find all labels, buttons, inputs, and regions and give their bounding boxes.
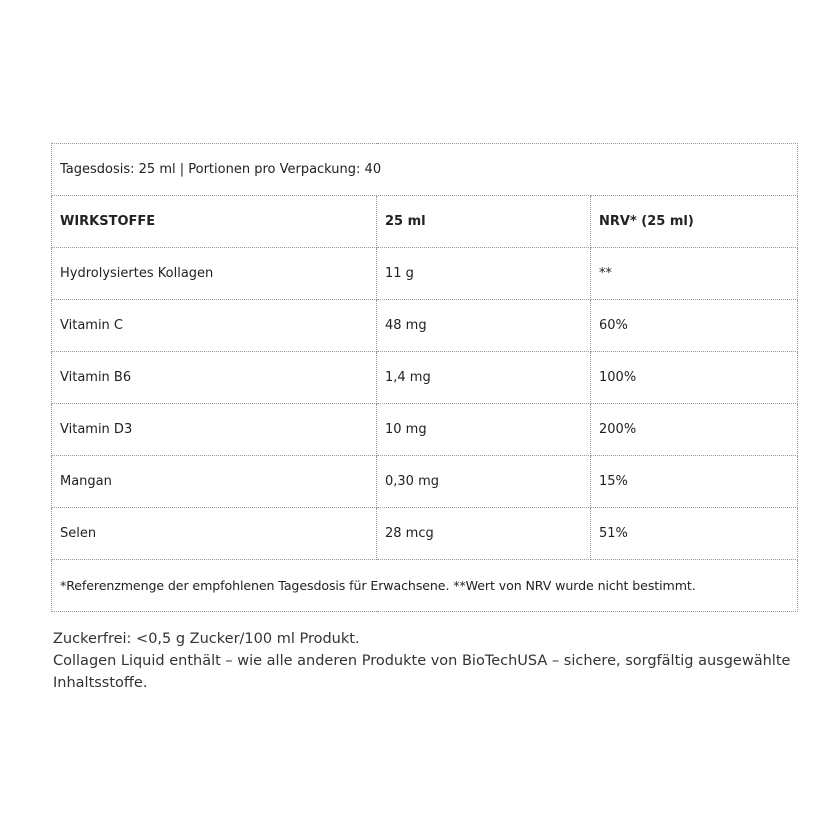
header-amount: 25 ml bbox=[377, 196, 591, 248]
table-row bbox=[52, 352, 798, 404]
dose-line: Tagesdosis: 25 ml | Portionen pro Verpackung: 40 bbox=[52, 144, 798, 196]
footnote-row bbox=[52, 560, 798, 612]
ingredient-nrv: 100% bbox=[591, 352, 798, 404]
ingredient-name: Mangan bbox=[52, 456, 377, 508]
dose-row bbox=[52, 144, 798, 196]
ingredient-nrv: 60% bbox=[591, 300, 798, 352]
table-header-row bbox=[52, 196, 798, 248]
nutrition-table bbox=[51, 143, 798, 612]
ingredient-name: Vitamin B6 bbox=[52, 352, 377, 404]
ingredient-name: Vitamin D3 bbox=[52, 404, 377, 456]
ingredient-amount: 11 g bbox=[377, 248, 591, 300]
ingredient-amount: 0,30 mg bbox=[377, 456, 591, 508]
footnote: *Referenzmenge der empfohlenen Tagesdosis für Erwachsene. **Wert von NRV wurde nicht bestimmt. bbox=[52, 560, 798, 612]
header-ingredients: WIRKSTOFFE bbox=[52, 196, 377, 248]
ingredient-amount: 28 mcg bbox=[377, 508, 591, 560]
ingredient-amount: 10 mg bbox=[377, 404, 591, 456]
ingredient-name: Hydrolysiertes Kollagen bbox=[52, 248, 377, 300]
table-row bbox=[52, 248, 798, 300]
table-row bbox=[52, 456, 798, 508]
table-row bbox=[52, 404, 798, 456]
ingredient-nrv: 51% bbox=[591, 508, 798, 560]
ingredient-nrv: 15% bbox=[591, 456, 798, 508]
ingredient-amount: 48 mg bbox=[377, 300, 591, 352]
ingredient-name: Selen bbox=[52, 508, 377, 560]
header-nrv: NRV* (25 ml) bbox=[591, 196, 798, 248]
ingredient-nrv: 200% bbox=[591, 404, 798, 456]
ingredient-amount: 1,4 mg bbox=[377, 352, 591, 404]
table-row bbox=[52, 508, 798, 560]
ingredient-nrv: ** bbox=[591, 248, 798, 300]
ingredients-note: Collagen Liquid enthält – wie alle anderen Produkte von BioTechUSA – sichere, sorgfältig ausgewählte Inhaltsstoffe. bbox=[53, 653, 791, 691]
product-notes bbox=[53, 628, 813, 694]
ingredient-name: Vitamin C bbox=[52, 300, 377, 352]
table-row bbox=[52, 300, 798, 352]
sugar-note: Zuckerfrei: <0,5 g Zucker/100 ml Produkt. bbox=[53, 631, 360, 647]
